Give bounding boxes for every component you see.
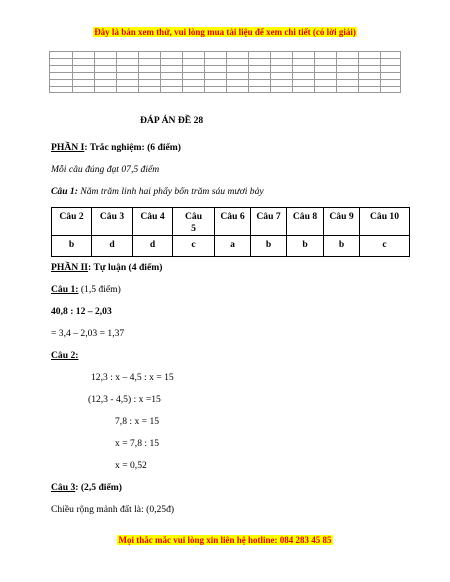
table-cell: d <box>133 236 173 257</box>
table-cell: c <box>360 236 410 257</box>
table-header-cell: Câu 4 <box>133 208 173 236</box>
question-label: Câu 1: <box>51 186 78 197</box>
table-cell: b <box>52 236 92 257</box>
table-header-cell: Câu 7 <box>251 208 287 236</box>
calc-line: x = 7,8 : 15 <box>115 438 160 449</box>
table-header-cell <box>173 208 215 236</box>
calc-line: 7,8 : x = 15 <box>115 416 160 427</box>
answer-table <box>51 207 410 257</box>
question-label: Câu 3 <box>51 482 76 493</box>
table-cell: c <box>173 236 215 257</box>
table-header-cell: Câu 9 <box>324 208 360 236</box>
part2-question-1 <box>51 284 121 295</box>
hotline-banner <box>0 535 450 545</box>
part1-heading-label: PHẦN I <box>51 142 85 153</box>
page-title: ĐÁP ÁN ĐỀ 28 <box>140 115 204 126</box>
table-cell: b <box>287 236 324 257</box>
part2-heading-rest: : Tự luận (4 điểm) <box>88 262 163 273</box>
answer-table-header <box>52 208 410 236</box>
table-header-cell: Câu 10 <box>360 208 410 236</box>
ruled-lines-area <box>49 51 401 93</box>
part2-q1-expression: 40,8 : 12 – 2,03 <box>51 306 112 317</box>
table-header-cell-text: Câu 5 <box>184 211 203 234</box>
answer-table-row <box>52 236 410 257</box>
hotline-banner-text: Mọi thắc mắc vui lòng xin liên hệ hotline: 084 283 45 85 <box>118 535 332 545</box>
part1-question-1 <box>51 186 264 197</box>
table-cell: b <box>324 236 360 257</box>
question-points: (1,5 điểm) <box>78 284 121 295</box>
part1-note: Mỗi câu đúng đạt 07,5 điểm <box>51 164 160 175</box>
part1-heading-rest: : Trắc nghiệm: (6 điểm) <box>84 142 181 153</box>
part2-q3-text: Chiều rộng mảnh đất là: (0,25đ) <box>51 504 175 515</box>
part2-heading <box>51 262 162 273</box>
preview-banner <box>0 27 450 37</box>
part1-heading <box>51 142 181 153</box>
table-header-cell: Câu 2 <box>52 208 92 236</box>
table-header-cell: Câu 3 <box>92 208 133 236</box>
part2-question-3 <box>51 482 122 493</box>
calc-line: x = 0,52 <box>115 460 147 471</box>
question-points: : (2,5 điểm) <box>75 482 122 493</box>
question-label: Câu 1: <box>51 284 79 295</box>
table-header-cell: Câu 8 <box>287 208 324 236</box>
part2-heading-label: PHẦN II <box>51 262 89 273</box>
table-cell: d <box>92 236 133 257</box>
table-header-cell: Câu 6 <box>215 208 251 236</box>
part2-question-2: Câu 2: <box>51 350 79 361</box>
calc-line: (12,3 - 4,5) : x =15 <box>88 394 161 405</box>
calc-line: 12,3 : x – 4,5 : x = 15 <box>91 372 174 383</box>
table-cell: a <box>215 236 251 257</box>
preview-banner-text: Đây là bản xem thử, vui lòng mua tài liệu để xem chi tiết (có lời giải) <box>94 27 356 37</box>
part2-q1-result: = 3,4 – 2,03 = 1,37 <box>51 328 125 339</box>
table-cell: b <box>251 236 287 257</box>
question-text: Năm trăm linh hai phẩy bốn trăm sáu mươi bảy <box>80 186 264 197</box>
